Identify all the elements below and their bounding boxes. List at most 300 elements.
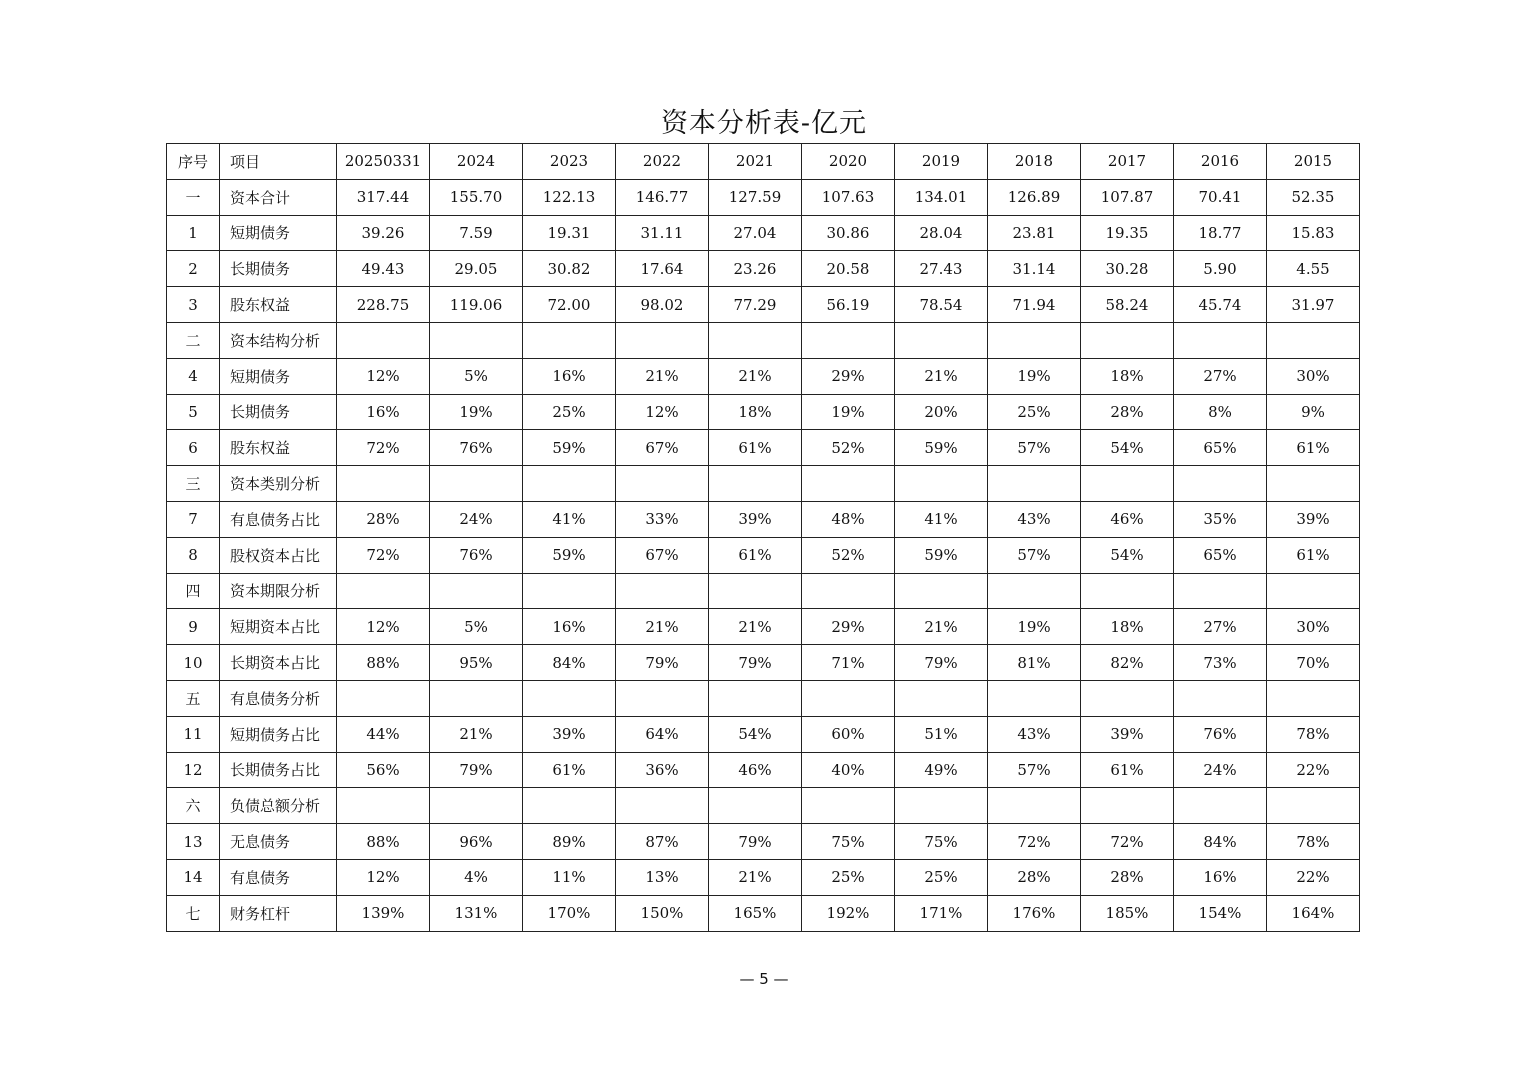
value-cell (430, 680, 523, 716)
value-cell (523, 466, 616, 502)
table-row (167, 824, 1360, 860)
header-cell: 2015 (1267, 144, 1360, 180)
value-cell (1174, 788, 1267, 824)
value-cell: 16% (337, 394, 430, 430)
value-cell: 4.55 (1267, 251, 1360, 287)
value-cell (1081, 788, 1174, 824)
value-cell: 72% (337, 430, 430, 466)
value-cell: 82% (1081, 645, 1174, 681)
value-cell: 30.82 (523, 251, 616, 287)
header-cell: 2019 (895, 144, 988, 180)
row-index-cell: 14 (167, 859, 220, 895)
value-cell: 54% (1081, 430, 1174, 466)
value-cell: 31.14 (988, 251, 1081, 287)
value-cell: 43% (988, 716, 1081, 752)
value-cell: 73% (1174, 645, 1267, 681)
value-cell: 64% (616, 716, 709, 752)
value-cell: 71.94 (988, 287, 1081, 323)
value-cell: 12% (337, 859, 430, 895)
row-index-cell: 二 (167, 322, 220, 358)
value-cell: 25% (895, 859, 988, 895)
value-cell: 54% (1081, 537, 1174, 573)
value-cell: 16% (1174, 859, 1267, 895)
value-cell: 39% (709, 501, 802, 537)
value-cell: 30.28 (1081, 251, 1174, 287)
value-cell: 59% (895, 537, 988, 573)
value-cell (709, 466, 802, 502)
value-cell (337, 680, 430, 716)
value-cell: 27% (1174, 609, 1267, 645)
row-item-cell: 长期债务占比 (220, 752, 337, 788)
table-row (167, 716, 1360, 752)
value-cell: 107.87 (1081, 179, 1174, 215)
value-cell: 52% (802, 537, 895, 573)
value-cell: 139% (337, 895, 430, 931)
row-item-cell: 负债总额分析 (220, 788, 337, 824)
value-cell (616, 466, 709, 502)
value-cell (1081, 680, 1174, 716)
value-cell: 20.58 (802, 251, 895, 287)
value-cell: 72% (1081, 824, 1174, 860)
value-cell: 17.64 (616, 251, 709, 287)
row-index-cell: 五 (167, 680, 220, 716)
value-cell: 48% (802, 501, 895, 537)
value-cell: 165% (709, 895, 802, 931)
row-item-cell: 短期资本占比 (220, 609, 337, 645)
value-cell (523, 573, 616, 609)
value-cell: 228.75 (337, 287, 430, 323)
value-cell: 79% (709, 645, 802, 681)
value-cell: 84% (523, 645, 616, 681)
value-cell: 39% (1267, 501, 1360, 537)
value-cell: 67% (616, 430, 709, 466)
value-cell: 49.43 (337, 251, 430, 287)
row-item-cell: 资本结构分析 (220, 322, 337, 358)
value-cell (895, 322, 988, 358)
value-cell: 60% (802, 716, 895, 752)
value-cell (709, 322, 802, 358)
row-index-cell: 10 (167, 645, 220, 681)
value-cell: 21% (430, 716, 523, 752)
row-index-cell: 三 (167, 466, 220, 502)
row-item-cell: 资本期限分析 (220, 573, 337, 609)
row-item-cell: 资本类别分析 (220, 466, 337, 502)
row-index-cell: 3 (167, 287, 220, 323)
table-row (167, 895, 1360, 931)
value-cell: 11% (523, 859, 616, 895)
value-cell: 18% (709, 394, 802, 430)
row-index-cell: 六 (167, 788, 220, 824)
value-cell (616, 680, 709, 716)
value-cell (1081, 466, 1174, 502)
value-cell: 192% (802, 895, 895, 931)
value-cell: 72% (988, 824, 1081, 860)
value-cell: 5% (430, 609, 523, 645)
value-cell: 79% (709, 824, 802, 860)
header-cell: 2018 (988, 144, 1081, 180)
value-cell: 18.77 (1174, 215, 1267, 251)
value-cell: 15.83 (1267, 215, 1360, 251)
value-cell (1174, 680, 1267, 716)
value-cell: 119.06 (430, 287, 523, 323)
value-cell: 89% (523, 824, 616, 860)
value-cell (988, 680, 1081, 716)
row-index-cell: 13 (167, 824, 220, 860)
value-cell (802, 322, 895, 358)
value-cell: 72.00 (523, 287, 616, 323)
value-cell: 78% (1267, 716, 1360, 752)
value-cell: 87% (616, 824, 709, 860)
value-cell: 46% (1081, 501, 1174, 537)
value-cell: 76% (1174, 716, 1267, 752)
row-index-cell: 9 (167, 609, 220, 645)
value-cell: 25% (988, 394, 1081, 430)
value-cell: 5% (430, 358, 523, 394)
value-cell (1081, 322, 1174, 358)
value-cell (337, 573, 430, 609)
value-cell: 134.01 (895, 179, 988, 215)
value-cell: 23.26 (709, 251, 802, 287)
value-cell: 41% (523, 501, 616, 537)
value-cell: 57% (988, 752, 1081, 788)
value-cell: 28% (1081, 859, 1174, 895)
value-cell: 70.41 (1174, 179, 1267, 215)
value-cell: 36% (616, 752, 709, 788)
value-cell: 79% (895, 645, 988, 681)
value-cell: 39% (1081, 716, 1174, 752)
header-cell: 2020 (802, 144, 895, 180)
value-cell: 40% (802, 752, 895, 788)
value-cell: 150% (616, 895, 709, 931)
row-item-cell: 股权资本占比 (220, 537, 337, 573)
row-item-cell: 有息债务分析 (220, 680, 337, 716)
value-cell: 317.44 (337, 179, 430, 215)
row-index-cell: 2 (167, 251, 220, 287)
row-index-cell: 11 (167, 716, 220, 752)
value-cell: 65% (1174, 430, 1267, 466)
value-cell: 45.74 (1174, 287, 1267, 323)
table-row (167, 358, 1360, 394)
table-body (167, 144, 1360, 932)
value-cell: 19% (430, 394, 523, 430)
header-cell: 项目 (220, 144, 337, 180)
row-index-cell: 七 (167, 895, 220, 931)
value-cell: 12% (616, 394, 709, 430)
value-cell: 23.81 (988, 215, 1081, 251)
value-cell: 70% (1267, 645, 1360, 681)
value-cell (895, 573, 988, 609)
value-cell: 59% (523, 430, 616, 466)
capital-analysis-table (166, 143, 1360, 932)
row-item-cell: 长期资本占比 (220, 645, 337, 681)
value-cell: 21% (616, 358, 709, 394)
value-cell (709, 680, 802, 716)
value-cell: 61% (1267, 430, 1360, 466)
value-cell: 95% (430, 645, 523, 681)
value-cell (1267, 573, 1360, 609)
table-row (167, 573, 1360, 609)
value-cell: 185% (1081, 895, 1174, 931)
table-row (167, 251, 1360, 287)
row-item-cell: 有息债务 (220, 859, 337, 895)
value-cell: 31.11 (616, 215, 709, 251)
value-cell: 78% (1267, 824, 1360, 860)
row-item-cell: 股东权益 (220, 430, 337, 466)
row-index-cell: 5 (167, 394, 220, 430)
value-cell (895, 680, 988, 716)
table-row (167, 466, 1360, 502)
value-cell: 43% (988, 501, 1081, 537)
value-cell (337, 322, 430, 358)
value-cell: 9% (1267, 394, 1360, 430)
value-cell: 30% (1267, 358, 1360, 394)
value-cell (616, 322, 709, 358)
value-cell: 8% (1174, 394, 1267, 430)
table-row (167, 501, 1360, 537)
value-cell (1174, 466, 1267, 502)
value-cell: 21% (709, 859, 802, 895)
value-cell: 76% (430, 430, 523, 466)
table-row (167, 394, 1360, 430)
value-cell: 24% (430, 501, 523, 537)
value-cell: 28.04 (895, 215, 988, 251)
value-cell: 13% (616, 859, 709, 895)
value-cell (802, 466, 895, 502)
value-cell: 65% (1174, 537, 1267, 573)
value-cell: 170% (523, 895, 616, 931)
value-cell: 49% (895, 752, 988, 788)
row-index-cell: 1 (167, 215, 220, 251)
value-cell (337, 466, 430, 502)
value-cell: 30% (1267, 609, 1360, 645)
value-cell: 72% (337, 537, 430, 573)
value-cell: 27% (1174, 358, 1267, 394)
value-cell (988, 788, 1081, 824)
value-cell (1174, 322, 1267, 358)
value-cell: 12% (337, 609, 430, 645)
value-cell (337, 788, 430, 824)
value-cell: 31.97 (1267, 287, 1360, 323)
value-cell: 88% (337, 645, 430, 681)
value-cell (988, 573, 1081, 609)
value-cell (802, 680, 895, 716)
table-row (167, 322, 1360, 358)
value-cell: 52% (802, 430, 895, 466)
header-cell: 2024 (430, 144, 523, 180)
value-cell: 41% (895, 501, 988, 537)
value-cell: 27.43 (895, 251, 988, 287)
header-cell: 2016 (1174, 144, 1267, 180)
value-cell: 46% (709, 752, 802, 788)
value-cell: 4% (430, 859, 523, 895)
value-cell (523, 322, 616, 358)
row-index-cell: 8 (167, 537, 220, 573)
table-row (167, 609, 1360, 645)
value-cell: 171% (895, 895, 988, 931)
header-row (167, 144, 1360, 180)
value-cell (988, 466, 1081, 502)
value-cell: 52.35 (1267, 179, 1360, 215)
value-cell: 61% (709, 537, 802, 573)
value-cell (430, 573, 523, 609)
value-cell (1267, 322, 1360, 358)
value-cell: 18% (1081, 609, 1174, 645)
value-cell (616, 788, 709, 824)
value-cell (1267, 680, 1360, 716)
value-cell: 21% (709, 358, 802, 394)
header-cell: 2021 (709, 144, 802, 180)
value-cell: 5.90 (1174, 251, 1267, 287)
value-cell (1267, 466, 1360, 502)
value-cell: 127.59 (709, 179, 802, 215)
value-cell: 33% (616, 501, 709, 537)
value-cell: 44% (337, 716, 430, 752)
value-cell (523, 680, 616, 716)
value-cell: 25% (802, 859, 895, 895)
value-cell: 21% (895, 609, 988, 645)
header-cell: 2022 (616, 144, 709, 180)
value-cell (430, 322, 523, 358)
value-cell: 19.31 (523, 215, 616, 251)
value-cell: 88% (337, 824, 430, 860)
row-item-cell: 短期债务 (220, 215, 337, 251)
value-cell: 122.13 (523, 179, 616, 215)
value-cell: 20% (895, 394, 988, 430)
value-cell: 54% (709, 716, 802, 752)
row-index-cell: 6 (167, 430, 220, 466)
value-cell: 61% (709, 430, 802, 466)
value-cell: 96% (430, 824, 523, 860)
value-cell: 25% (523, 394, 616, 430)
value-cell (895, 466, 988, 502)
header-cell: 序号 (167, 144, 220, 180)
value-cell: 57% (988, 430, 1081, 466)
value-cell: 75% (895, 824, 988, 860)
value-cell (802, 573, 895, 609)
value-cell: 18% (1081, 358, 1174, 394)
value-cell (1267, 788, 1360, 824)
row-index-cell: 4 (167, 358, 220, 394)
value-cell: 98.02 (616, 287, 709, 323)
value-cell: 28% (1081, 394, 1174, 430)
value-cell: 59% (895, 430, 988, 466)
value-cell: 19.35 (1081, 215, 1174, 251)
value-cell: 28% (988, 859, 1081, 895)
value-cell: 61% (523, 752, 616, 788)
value-cell: 16% (523, 358, 616, 394)
row-item-cell: 资本合计 (220, 179, 337, 215)
value-cell: 28% (337, 501, 430, 537)
value-cell: 79% (616, 645, 709, 681)
row-index-cell: 一 (167, 179, 220, 215)
value-cell: 24% (1174, 752, 1267, 788)
value-cell: 19% (988, 358, 1081, 394)
row-item-cell: 财务杠杆 (220, 895, 337, 931)
value-cell: 19% (988, 609, 1081, 645)
value-cell: 35% (1174, 501, 1267, 537)
page-number: — 5 — (739, 970, 789, 988)
table-row (167, 752, 1360, 788)
page-title: 资本分析表-亿元 (660, 108, 868, 139)
value-cell: 77.29 (709, 287, 802, 323)
value-cell: 29% (802, 609, 895, 645)
value-cell: 154% (1174, 895, 1267, 931)
value-cell: 30.86 (802, 215, 895, 251)
value-cell: 81% (988, 645, 1081, 681)
value-cell (616, 573, 709, 609)
value-cell: 51% (895, 716, 988, 752)
value-cell: 131% (430, 895, 523, 931)
value-cell: 27.04 (709, 215, 802, 251)
value-cell: 59% (523, 537, 616, 573)
header-cell: 2023 (523, 144, 616, 180)
value-cell: 67% (616, 537, 709, 573)
value-cell (523, 788, 616, 824)
value-cell: 39.26 (337, 215, 430, 251)
value-cell (430, 788, 523, 824)
value-cell: 126.89 (988, 179, 1081, 215)
row-index-cell: 7 (167, 501, 220, 537)
value-cell: 61% (1081, 752, 1174, 788)
header-cell: 2017 (1081, 144, 1174, 180)
value-cell: 22% (1267, 752, 1360, 788)
row-item-cell: 短期债务占比 (220, 716, 337, 752)
value-cell: 12% (337, 358, 430, 394)
value-cell: 21% (709, 609, 802, 645)
value-cell (709, 788, 802, 824)
row-item-cell: 长期债务 (220, 394, 337, 430)
row-item-cell: 股东权益 (220, 287, 337, 323)
value-cell (895, 788, 988, 824)
value-cell: 21% (895, 358, 988, 394)
value-cell: 76% (430, 537, 523, 573)
value-cell: 56% (337, 752, 430, 788)
row-item-cell: 长期债务 (220, 251, 337, 287)
table-row (167, 430, 1360, 466)
row-item-cell: 无息债务 (220, 824, 337, 860)
value-cell: 84% (1174, 824, 1267, 860)
value-cell (1081, 573, 1174, 609)
table-row (167, 859, 1360, 895)
value-cell (709, 573, 802, 609)
value-cell: 7.59 (430, 215, 523, 251)
value-cell: 29% (802, 358, 895, 394)
table-row (167, 645, 1360, 681)
value-cell: 75% (802, 824, 895, 860)
value-cell: 107.63 (802, 179, 895, 215)
value-cell: 57% (988, 537, 1081, 573)
table-row (167, 215, 1360, 251)
value-cell: 164% (1267, 895, 1360, 931)
value-cell: 78.54 (895, 287, 988, 323)
value-cell: 19% (802, 394, 895, 430)
table-row (167, 287, 1360, 323)
header-cell: 20250331 (337, 144, 430, 180)
table-row (167, 537, 1360, 573)
table-row (167, 788, 1360, 824)
row-index-cell: 四 (167, 573, 220, 609)
table-row (167, 680, 1360, 716)
value-cell: 176% (988, 895, 1081, 931)
value-cell: 79% (430, 752, 523, 788)
value-cell: 146.77 (616, 179, 709, 215)
row-index-cell: 12 (167, 752, 220, 788)
value-cell: 21% (616, 609, 709, 645)
value-cell: 56.19 (802, 287, 895, 323)
value-cell (430, 466, 523, 502)
value-cell (802, 788, 895, 824)
value-cell (988, 322, 1081, 358)
